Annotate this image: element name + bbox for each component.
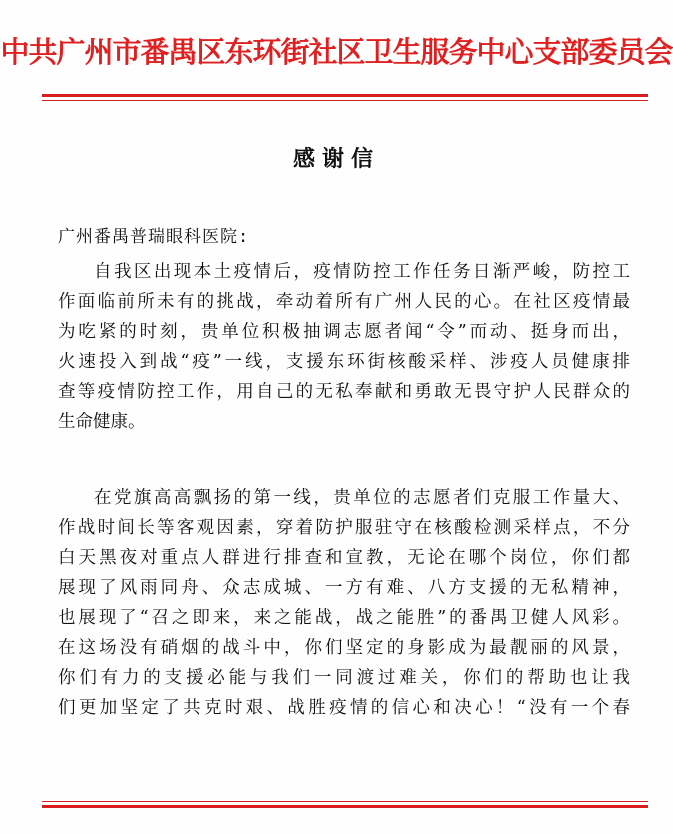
letterhead-rule-thin xyxy=(42,100,648,101)
paragraph-2-line: 你们有力的支援必能与我们一同渡过难关，你们的帮助也让我 xyxy=(58,668,630,688)
paragraph-1-line: 作面临前所未有的挑战，牵动着所有广州人民的心。在社区疫情最 xyxy=(58,292,630,312)
paragraph-2-line: 也展现了“召之即来，来之能战，战之能胜”的番禺卫健人风彩。 xyxy=(58,608,630,628)
paragraph-1-line: 生命健康。 xyxy=(58,412,146,432)
paragraph-2-line: 在这场没有硝烟的战斗中，你们坚定的身影成为最靓丽的风景， xyxy=(58,638,630,658)
paragraph-2-line: 们更加坚定了共克时艰、战胜疫情的信心和决心！“没有一个春 xyxy=(58,698,630,718)
footer-rule-thin xyxy=(42,801,648,802)
paragraph-1-line: 查等疫情防控工作，用自己的无私奉献和勇敢无畏守护人民群众的 xyxy=(58,382,630,402)
letter-salutation: 广州番禺普瑞眼科医院: xyxy=(58,227,250,247)
paragraph-2-line: 在党旗高高飘扬的第一线，贵单位的志愿者们克服工作量大、 xyxy=(94,488,630,508)
letter-title: 感谢信 xyxy=(292,146,380,172)
letterhead-title: 中共广州市番禺区东环街社区卫生服务中心支部委员会 xyxy=(0,35,673,69)
paragraph-2-line: 白天黑夜对重点人群进行排查和宣教，无论在哪个岗位，你们都 xyxy=(58,548,630,568)
paragraph-1 xyxy=(58,257,630,437)
paragraph-2 xyxy=(58,483,630,723)
paragraph-1-line: 自我区出现本土疫情后，疫情防控工作任务日渐严峻，防控工 xyxy=(94,262,630,282)
letterhead-rule-thick xyxy=(42,94,648,97)
footer-rule-thick xyxy=(42,805,648,808)
paragraph-2-line: 展现了风雨同舟、众志成城、一方有难、八方支援的无私精神， xyxy=(58,578,630,598)
paragraph-1-line: 为吃紧的时刻，贵单位积极抽调志愿者闻“令”而动、挺身而出， xyxy=(58,322,630,342)
paragraph-1-line: 火速投入到战“疫”一线，支援东环街核酸采样、涉疫人员健康排 xyxy=(58,352,630,372)
paragraph-2-line: 作战时间长等客观因素，穿着防护服驻守在核酸检测采样点，不分 xyxy=(58,518,630,538)
